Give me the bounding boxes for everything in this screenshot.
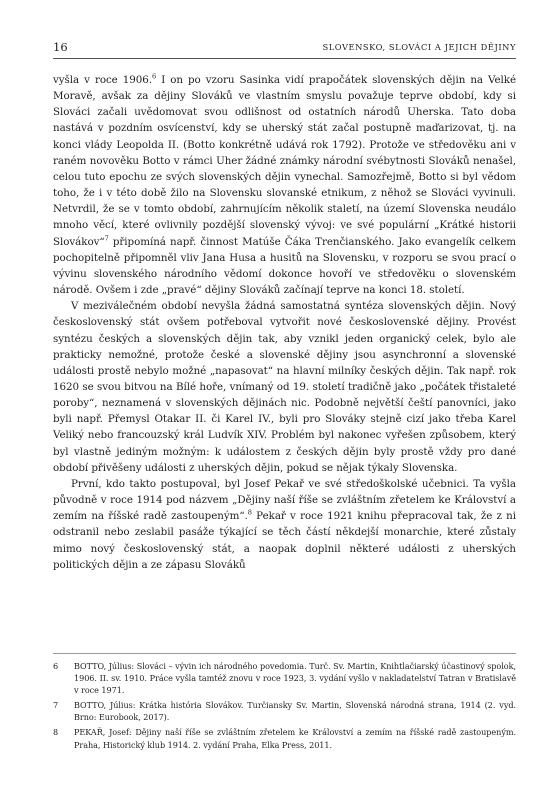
paragraph <box>53 476 516 573</box>
page-header <box>53 40 516 56</box>
footnote-text: BOTTO, Július: Slováci – vývin ich národného povedomia. Turč. Sv. Martin, Knihtlačiarský účastinový spolok, 1906. II. sv. 1910. Práce vyšla tamtéž znovu v roce 1923, 3. vydání vyšlo v nakladatelství Tatran v Bratislavě v roce 1971. <box>74 661 516 696</box>
footnote-number: 6 <box>53 661 59 671</box>
footnote <box>53 699 516 723</box>
text-run: vyšla v roce 1906. <box>53 74 152 86</box>
footnote <box>53 726 516 750</box>
footnote-reference: 6 <box>152 72 157 81</box>
paragraph <box>53 298 516 476</box>
text-run: připomíná např. činnost Matúše Čáka Trenčianského. Jako evangelík celkem pochopitelně připomněl vliv Jana Husa a husitů na Slovensku, v rozporu se svou prací o vývinu slovenského národního vědomí dokonce hovoří ve středověku o slovenském národě. Ovšem i zde „pravé“ dějiny Slováků začínají teprve na konci 18. století. <box>53 235 516 297</box>
running-head: SLOVENSKO, SLOVÁCI A JEJICH DĚJINY <box>322 42 516 52</box>
text-run: V meziválečném období nevyšla žádná samostatná syntéza slovenských dějin. Nový československý stát ovšem potřeboval vytvořit nové československé dějiny. Provést syntézu českých a slovenských dějin tak, aby vznikl jeden organický celek, bylo ale prakticky nemožné, protože české a slovenské dějiny jsou asynchronní a slovenské události prostě nebylo možné „napasovat“ na hlavní milníky českých dějin. Tak např. rok 1620 se svou bitvou na Bílé hoře, vnímaný od 19. století tradičně jako „počátek třistaleté poroby“, neznamená v slovenských dějinách nic. Podobně největší čeští panovníci, jako byli např. Přemysl Otakar II. či Karel IV., byli pro Slováky stejně cizí jako třeba Karel Veliký nebo francouzský král Ludvík XIV. Problém byl nakonec vyřešen způsobem, který byl vlastně jediným možným: k událostem z českých dějin byly prostě vždy pro dané období přivěšeny události z uherských dějin, pokud se nějak týkaly Slovenska. <box>53 300 516 474</box>
body-text <box>53 72 516 573</box>
page-number: 16 <box>53 40 68 54</box>
footnote-separator <box>53 653 516 654</box>
footnote-reference: 7 <box>104 234 109 243</box>
footnote-number: 7 <box>53 700 59 711</box>
footnote-reference: 8 <box>247 508 252 517</box>
footnote-text: PEKAŘ, Josef: Dějiny naší říše se zvláštním zřetelem ke Království a zemím na říšské radě zastoupeným. Praha, Historický klub 1914. 2. vydání Praha, Elka Press, 2011. <box>74 727 516 750</box>
footnote-number: 8 <box>53 727 59 738</box>
text-run: Pekař v roce 1921 knihu přepracoval tak, že z ni odstranil nebo zeslabil pasáže týkající se těch částí někdejší monarchie, které zůstaly mimo nový československý stát, a naopak doplnil některé události z uherských politických dějin a ze zápasu Slováků <box>53 510 516 571</box>
paragraph <box>53 72 516 298</box>
header-rule <box>53 58 516 59</box>
text-run: I on po vzoru Sasinka vidí prapočátek slovenských dějin na Velké Moravě, avšak za dějiny Slováků ve vlastním smyslu považuje teprve období, kdy si Slováci začali uvědomovat svou odlišnost od ostatních národů Uherska. Tato doba nastává v pozdním osvícenství, kdy se uherský stát začal postupně maďarizovat, tj. na konci vlády Leopolda II. (Botto konkrétně udává rok 1792). Protože ve středověku ani v raném novověku Botto v rámci Uher žádné známky národní svébytnosti Slováků nenašel, celou tuto epochu ze svých slovenských dějin vynechal. Samozřejmě, Botto si byl vědom toho, že i v této době žilo na Slovensku slovanské etnikum, z něhož se Slováci vyvinuli. Netvrdil, že se v tomto období, zahrnujícím několik staletí, na území Slovenska neudálo mnoho věcí, které ovlivnily pozdější slovenský vývoj: ve své populární „Krátké historii Slovákov“ <box>53 74 516 248</box>
footnote <box>53 660 516 696</box>
footnotes <box>53 660 516 754</box>
text-run: První, kdo takto postupoval, byl Josef Pekař ve své středoškolské učebnici. Ta vyšla původně v roce 1914 pod názvem „Dějiny naší říše se zvláštním zřetelem ke Království a zemím na říšské radě zastoupeným“. <box>53 477 516 523</box>
footnote-text: BOTTO, Július: Krátka história Slovákov. Turčiansky Sv. Martin, Slovenská národná strana, 1914 (2. vyd. Brno: Eurobook, 2017). <box>74 700 516 723</box>
